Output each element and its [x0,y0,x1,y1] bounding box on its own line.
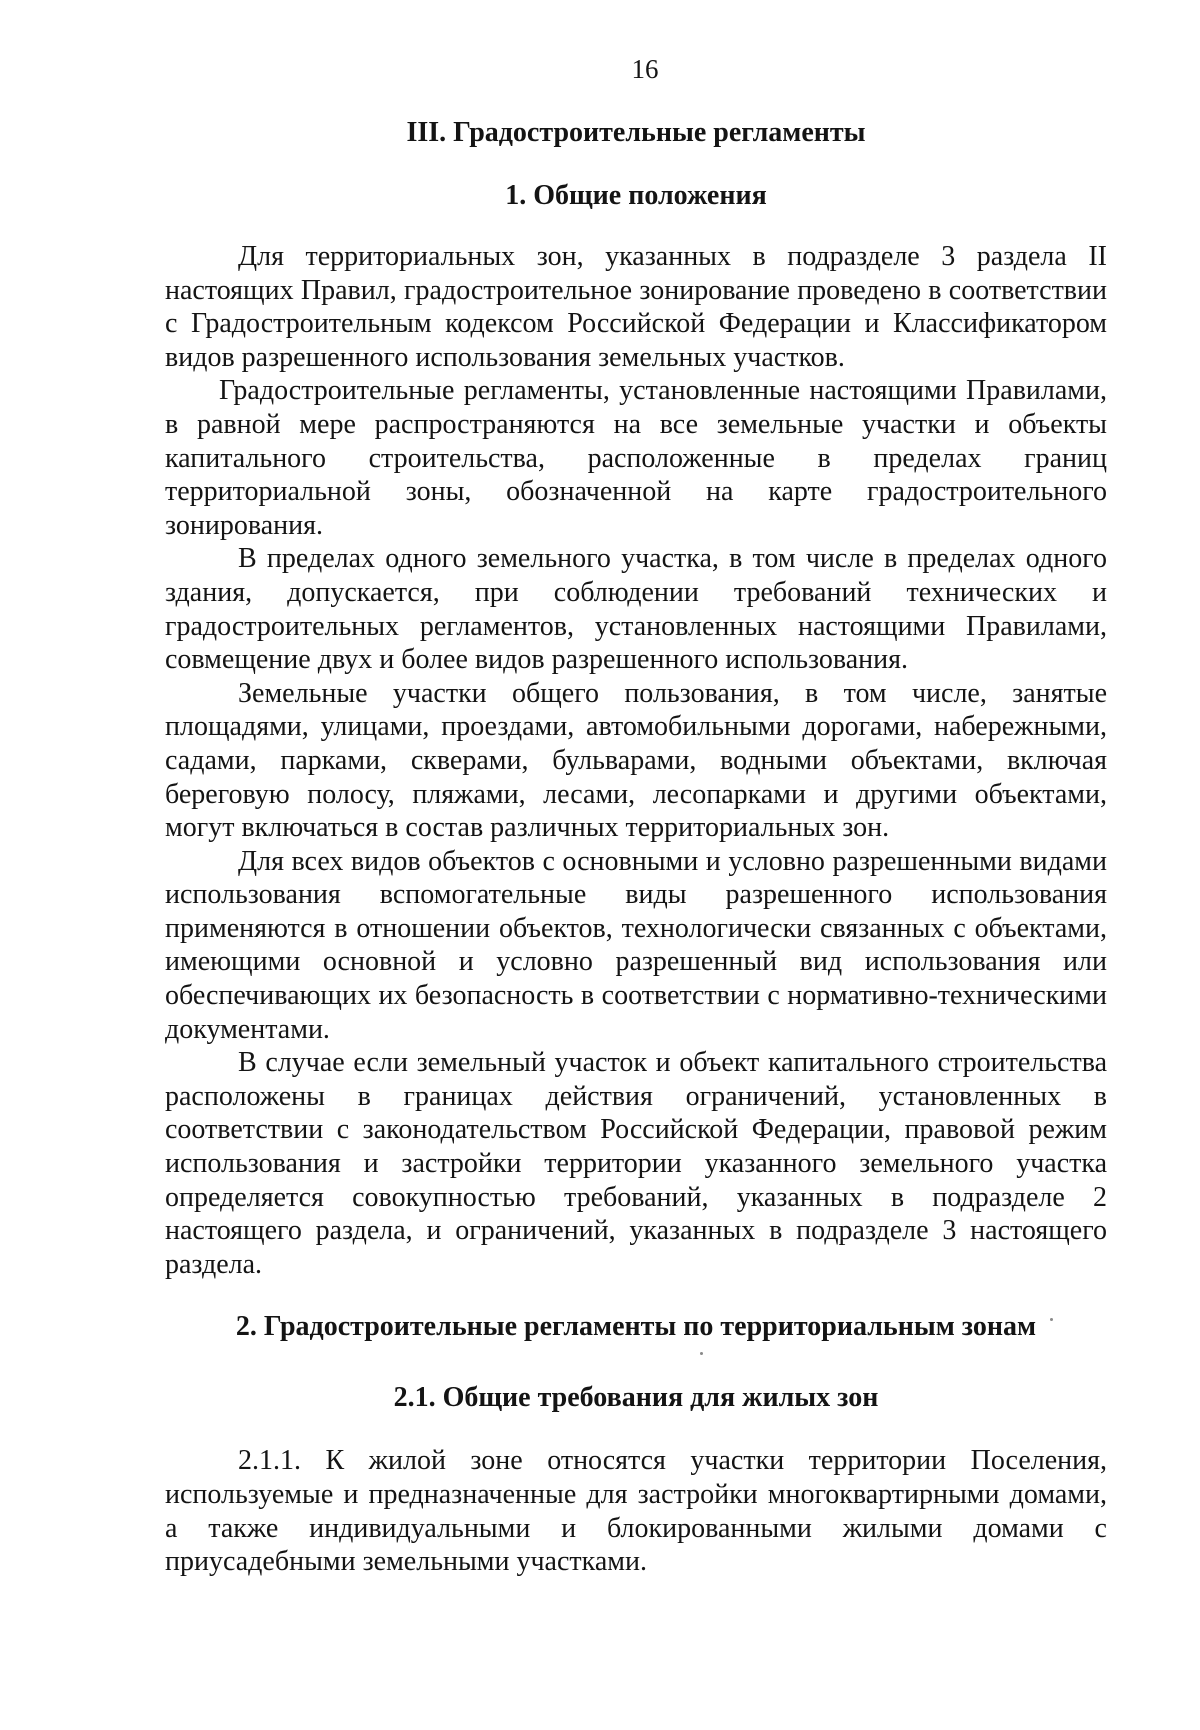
paragraph-4: Земельные участки общего пользования, в том числе, занятые площадями, улицами, проездами, автомобильными дорогами, набережными, садами, парками, скверами, бульварами, водными объектами, включая береговую полосу, пляжами, лесами, лесопарками и другими объектами, могут включаться в состав различных территориальных зон. [165,677,1107,844]
subsection-title-general-provisions: 1. Общие положения [505,180,767,211]
scan-speck [700,1352,703,1355]
clause-2-1-1: 2.1.1. К жилой зоне относятся участки территории Поселения, используемые и предназначенные для застройки многоквартирными домами, а также индивидуальными и блокированными жилыми домами с приусадебными земельными участками. [165,1445,1107,1578]
paragraph-3: В пределах одного земельного участка, в том числе в пределах одного здания, допускается, при соблюдении требований технических и градостроительных регламентов, установленных настоящими Правилами, совмещение двух и более видов разрешенного использования. [165,543,1107,676]
paragraph-5: Для всех видов объектов с основными и условно разрешенными видами использования вспомогательные виды разрешенного использования применяются в отношении объектов, технологически связанных с объектами, имеющими основной и условно разрешенный вид использования или обеспечивающих их безопасность в соответствии с нормативно-техническими документами. [165,845,1107,1045]
paragraph-1: Для территориальных зон, указанных в подразделе 3 раздела II настоящих Правил, градостроительное зонирование проведено в соответствии с Градостроительным кодексом Российской Федерации и Классификатором видов разрешенного использования земельных участков. [165,241,1107,373]
document-page [165,52,1107,1579]
chapter-title-zone-regulations: 2. Градостроительные регламенты по территориальным зонам [235,1311,1037,1343]
paragraph-6: В случае если земельный участок и объект капитального строительства расположены в границах действия ограничений, установленных в соответствии с законодательством Российской Федерации, правовой режим использования и застройки территории указанного земельного участка определяется совокупностью требований, указанных в подразделе 2 настоящего раздела, и ограничений, указанных в подразделе 3 настоящего раздела. [165,1047,1107,1280]
subchapter-title-residential-zones: 2.1. Общие требования для жилых зон [393,1382,879,1414]
paragraph-2: Градостроительные регламенты, установленные настоящими Правилами, в равной мере распространяются на все земельные участки и объекты капитального строительства, расположенные в пределах границ территориальной зоны, обозначенной на карте градостроительного зонирования. [165,375,1107,541]
page-number: 16 [631,54,659,84]
section-title: III. Градостроительные регламенты [406,117,866,148]
scan-speck [1050,1318,1053,1321]
